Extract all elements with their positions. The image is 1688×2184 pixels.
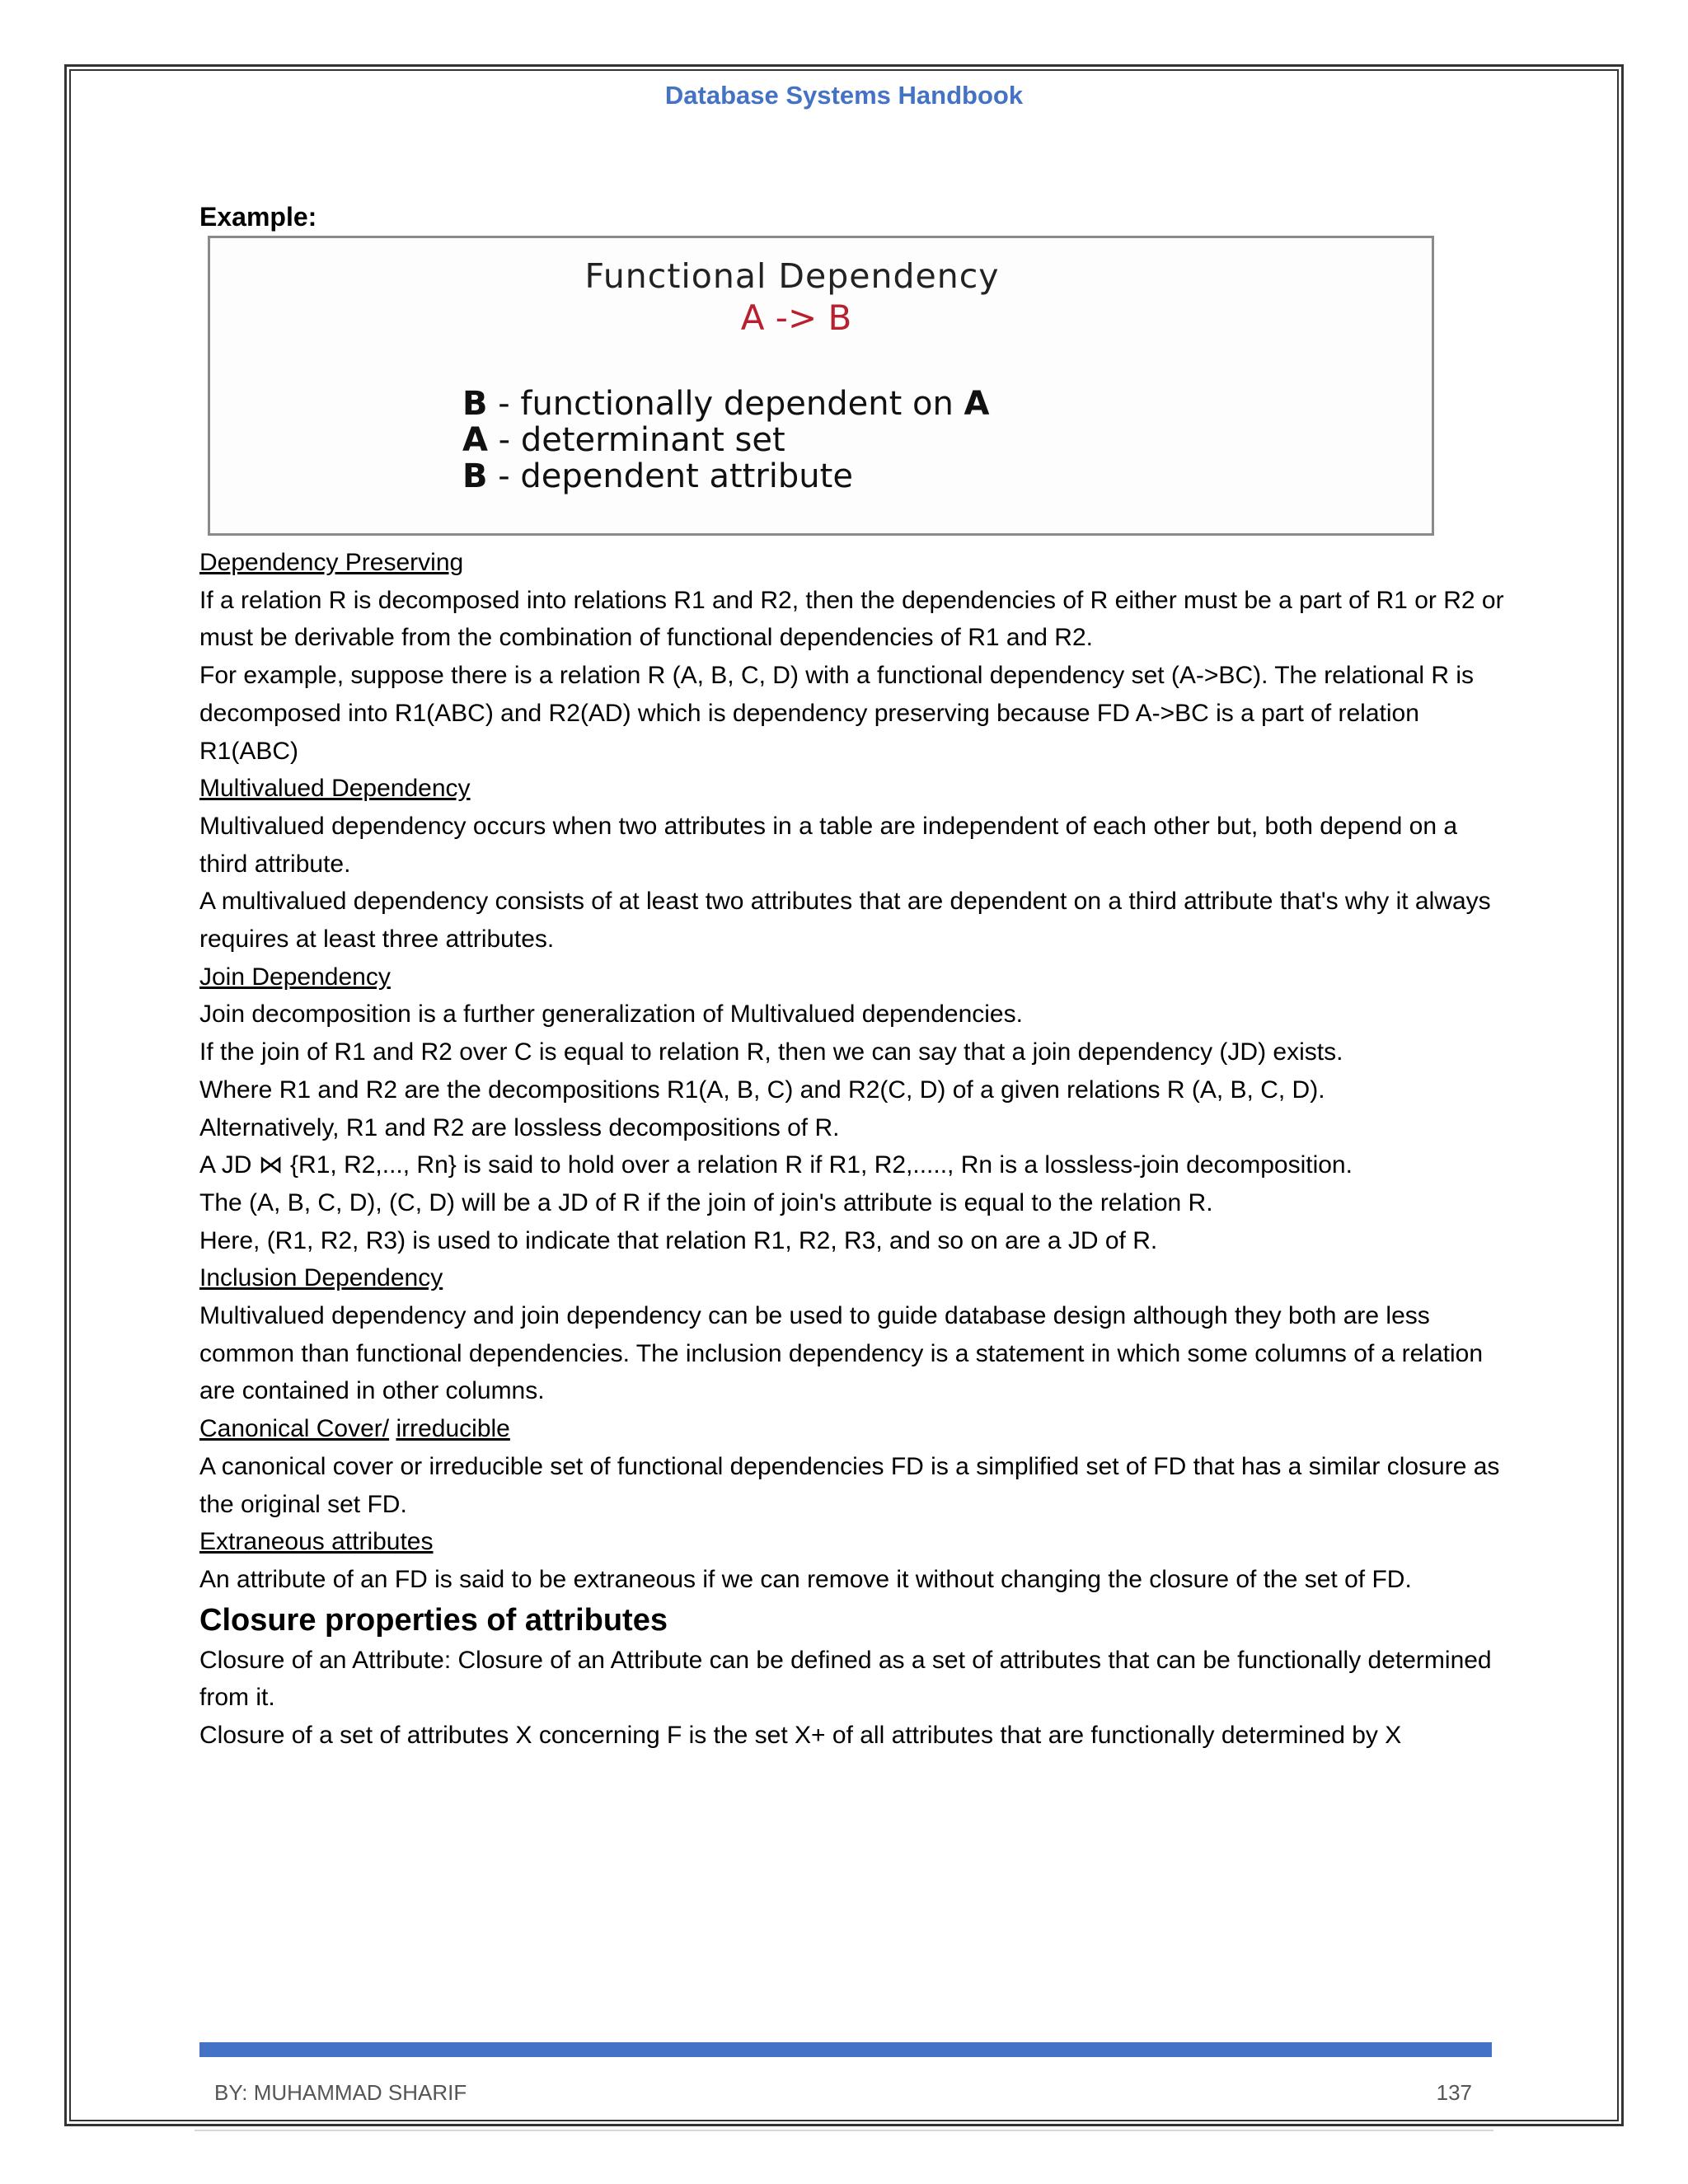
paragraph: If a relation R is decomposed into relations R1 and R2, then the dependencies of R either must be a part of R1 or R2 or must be derivable from the combination of functional dependencies of R1 and R2. <box>199 586 1504 652</box>
page-number: 137 <box>1436 2080 1472 2105</box>
paragraph: Where R1 and R2 are the decompositions R1(A, B, C) and R2(C, D) of a given relations R (A, B, C, D). <box>199 1076 1325 1104</box>
paragraph: Closure of an Attribute: Closure of an Attribute can be defined as a set of attributes that can be functionally determined from it. <box>199 1646 1492 1712</box>
bottom-divider <box>195 2130 1493 2131</box>
paragraph: Join decomposition is a further generalization of Multivalued dependencies. <box>199 1001 1023 1029</box>
figure-line-determinant: A - determinant set <box>462 421 785 459</box>
heading-multivalued-dependency: Multivalued Dependency <box>199 775 471 803</box>
figure-line-attribute: B - dependent attribute <box>462 457 853 495</box>
heading-join-dependency: Join Dependency <box>199 963 391 991</box>
figure-expression: A -> B <box>740 298 852 338</box>
paragraph: Multivalued dependency and join dependency can be used to guide database design although they both are less common than functional dependencies. The inclusion dependency is a statement in which some columns of a relation are contained in other columns. <box>199 1302 1484 1405</box>
paragraph: Multivalued dependency occurs when two attributes in a table are independent of each other but, both depend on a third attribute. <box>199 812 1458 878</box>
footer-accent-bar <box>199 2042 1492 2057</box>
heading-extraneous-attributes: Extraneous attributes <box>199 1528 434 1556</box>
paragraph: Closure of a set of attributes X concerning F is the set X+ of all attributes that are functionally determined by X <box>199 1722 1402 1750</box>
functional-dependency-figure <box>208 236 1434 536</box>
paragraph: A JD ⋈ {R1, R2,..., Rn} is said to hold over a relation R if R1, R2,....., Rn is a lossless-join decomposition. <box>199 1151 1353 1179</box>
paragraph: The (A, B, C, D), (C, D) will be a JD of R if the join of join's attribute is equal to the relation R. <box>199 1188 1213 1216</box>
heading-canonical-cover: Canonical Cover/ irreducible <box>199 1415 510 1443</box>
heading-closure-properties: Closure properties of attributes <box>199 1602 668 1638</box>
example-label: Example: <box>199 202 317 232</box>
paragraph: Alternatively, R1 and R2 are lossless decompositions of R. <box>199 1113 840 1141</box>
page-content <box>199 198 1510 1755</box>
heading-inclusion-dependency: Inclusion Dependency <box>199 1264 443 1292</box>
paragraph: A multivalued dependency consists of at least two attributes that are dependent on a third attribute that's why it always requires at least three attributes. <box>199 888 1491 954</box>
body-text <box>199 544 1510 1755</box>
heading-dependency-preserving: Dependency Preserving <box>199 549 464 576</box>
paragraph: Here, (R1, R2, R3) is used to indicate that relation R1, R2, R3, and so on are a JD of R. <box>199 1226 1158 1254</box>
header-title: Database Systems Handbook <box>664 81 1024 110</box>
paragraph: For example, suppose there is a relation R (A, B, C, D) with a functional dependency set (A->BC). The relational R is decomposed into R1(ABC) and R2(AD) which is dependency preserving because FD A->BC is a part of relation R1(ABC) <box>199 662 1474 765</box>
paragraph: A canonical cover or irreducible set of functional dependencies FD is a simplified set of FD that has a similar closure as the original set FD. <box>199 1452 1500 1518</box>
figure-line-dependent: B - functionally dependent on A <box>462 385 990 423</box>
paragraph: An attribute of an FD is said to be extraneous if we can remove it without changing the closure of the set of FD. <box>199 1565 1412 1593</box>
footer-author: BY: MUHAMMAD SHARIF <box>214 2080 467 2105</box>
paragraph: If the join of R1 and R2 over C is equal to relation R, then we can say that a join dependency (JD) exists. <box>199 1038 1343 1066</box>
figure-title: Functional Dependency <box>584 256 1000 296</box>
